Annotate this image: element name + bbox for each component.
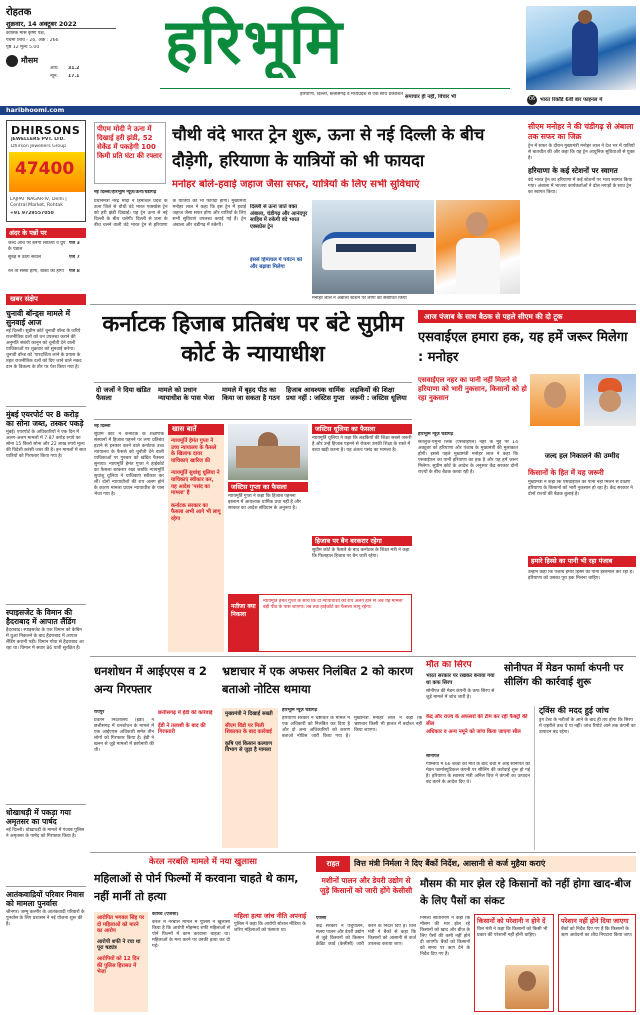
ad-footer: LAJPAT NAGAR-IV, Delhi | Central Market, Rohtak [10,197,67,208]
date-rule [6,28,116,29]
maut-body: सोनीपत की मेडन कंपनी के कफ सिरप से जुड़े मामले में जांच जारी है। [426,689,495,701]
pareshan-nahi-body: बैंकों को निर्देश दिए गए हैं कि किसानों के ऋण आवेदनों का शीघ्र निपटारा किया जाए। [561,927,633,938]
rahat-label: राहत [316,856,350,872]
rahat-banner [316,856,636,872]
punjab-body-3: उन्होंने कहा कि पंजाब हमारे हिस्से का पानी इस्तेमाल कर रहा है। हरियाणा को उसका पूरा हक मिलना चाहिए। [528,570,634,581]
jewellery-ad[interactable] [6,120,86,222]
kerala-body-2: पुलिस ने कहा कि आरोपी सोशल मीडिया के जरिए महिलाओं को फंसाता था। [234,922,306,933]
website-bar [0,106,640,115]
masthead [0,0,640,116]
punjab-caption: जल्द हल निकालने की उम्मीद [544,452,620,460]
train-photo [312,200,434,294]
punjab-body: सतलुज-यमुना लिंक (एसवाईएल) नहर के मुद्दे पर 14 अक्टूबर को हरियाणा और पंजाब के मुख्यमंत्री की मुलाकात होगी। इससे पहले मुख्यमंत्री मनोहर लाल ने कहा कि एसवाईएल का पानी हरियाणा का हक है और यह हमें जरूर मिलेगा। सुप्रीम कोर्ट के आदेश के अनुसार केंद्र सरकार दोनों राज्यों के बीच बैठक करवा रही है। [418,440,518,475]
side-point: ईडी ने तलाशी के बाद की गिरफ्तारी [158,722,206,736]
cricketer-figure [572,20,598,76]
index-item[interactable]: सुबह में उठेंगे सवाल [8,255,42,260]
justice-gupta-body: न्यायमूर्ति गुप्ता ने कहा कि हिजाब पहनना इस्लाम में आवश्यक धार्मिक प्रथा नहीं है और सरकार का आदेश संविधान के अनुरूप है। [228,494,301,511]
special-item: न्यायमूर्ति सुधांशु धूलिया ने याचिकाएं स्वीकार कर, यह आदेश 'पसंद का मामला' है [171,470,220,497]
manohar-photo [436,200,520,294]
sonipat-point: केंद्र और राज्य के अफसरों की टीम कर रही फैक्ट्री की सील [426,714,528,727]
special-item: कर्नाटक सरकार का फैसला अभी आगे भी लागू रहेगा [171,502,221,522]
mid-separator [90,656,636,657]
brief-4 [6,804,86,882]
bhrashtachar-body: हरियाणा सरकार ने भ्रष्टाचार के मामले में एक अधिकारी को निलंबित कर दिया है और दो अन्य अधिकारियों को कारण बताओ नोटिस जारी किया गया है। मुख्यमंत्री मनोहर लाल ने कहा कि भ्रष्टाचार किसी भी हालत में बर्दाश्त नहीं किया जाएगा। [282,716,422,739]
lead-side-2: इससे हिमाचल में पर्यटन को और बढ़ावा मिलेगा [250,257,303,270]
hijab-headline: कर्नाटक हिजाब प्रतिबंध पर बंटे सुप्रीम कोर्ट के न्यायाधीश [102,312,404,367]
brief-headline: आतंकवाद्रियों परिवार निवास को मामला पुनर्वास [6,890,84,908]
hindu-date-2: पंचमी तिथि - 26, अंक : 266 [6,38,59,43]
bhrashtachar-dateline: हरिभूमि न्यूज़ चंडीगढ़ [282,708,318,713]
brief-5 [6,886,86,1006]
dhanshodhan-body: प्रवर्तन निदेशालय (ईडी) ने छत्तीसगढ़ में धनशोधन के मामले में एक आईएएस अधिकारी समेत तीन लोगों को गिरफ्तार किया है। ईडी ने खनन से जुड़े मामलों में छापेमारी की थी। [94,718,154,753]
right-top-body: ट्रेन में सफर के दौरान मुख्यमंत्री मनोहर लाल ने देश भर में यात्रियों से बातचीत की और कहा कि यह ट्रेन आधुनिक सुविधाओं से युक्त है। [528,144,635,161]
side-point: आरोपित भगवल सिंह पर दो महिलाओं को मारने का आरोप [97,915,145,935]
twins-headline: ट्विंस की मदद हुई जांच [539,706,609,715]
special-box-title: खास बातें [168,424,224,435]
hijab-body: सुप्रीम कोर्ट ने कर्नाटक के शैक्षणिक संस्थानों में हिजाब पहनने पर लगा प्रतिबंध हटाने से इनकार करने वाले कर्नाटक उच्च न्यायालय के फैसले को चुनौती देने वाली याचिकाओं पर गुरुवार को खंडित फैसला सुनाया। न्यायमूर्ति हेमंत गुप्ता ने हाईकोर्ट का फैसला बरकरार रखा जबकि न्यायमूर्ति सुधांशु धूलिया ने याचिकाएं स्वीकार कर लीं। दोनों न्यायाधीशों की राय अलग होने के कारण मामला प्रधान न्यायाधीश के पास भेजा गया है। [94,432,164,497]
index-box [6,228,86,290]
hijab-special-box [168,424,224,652]
cm-photo-2 [584,374,636,426]
hijab-bullet: हिजाब आवश्यक धार्मिक प्रथा नहीं : जस्टिस गुप्ता [286,386,345,402]
maut-headline: मौत का सिरप [426,660,472,670]
result-label: नतीजा क्या निकला [229,595,259,651]
tagline-rule [160,88,510,89]
hijab-bullet: दो जजों ने दिया खंडित फैसला [96,386,151,402]
hijab-ban-head: हिजाब पर बैन बरकरार रहेगा [312,536,412,546]
kerala-box-2 [234,912,312,1012]
weather-max: 31.2 [68,66,80,71]
maut-subhead: भारत सरकार पर रखकर बनाया गया था कफ सिरप [426,673,495,686]
weather-max-label: अधि. [50,66,59,71]
lead-dateline: नई दिल्ली/हरिभूमि न्यूज़/ऊना/चंडीगढ़ [94,190,157,195]
side-point: कृषि एवं किसान कल्याण विभाग से जुड़ा है मामला [225,740,273,754]
lead-separator [90,304,636,305]
brief-body: नई दिल्ली। धोखाधड़ी के मामले में पंजाब पुलिस ने अमृतसर के पार्षद को गिरफ्तार किया है। [6,828,85,839]
lead-caption: मनोहर लाल ने अंबाला स्टेशन पर लोगों को संबोधित किया [312,296,407,301]
kerala-headline: महिलाओं से पोर्न फिल्मों में करवाना चाहते थे काम, नहीं मानीं तो हत्या [94,872,299,903]
brief-body: मुंबई। एयरपोर्ट के अधिकारियों ने एक दिन में अलग-अलग मामलों में 7.87 करोड़ रुपये का सोना 15 किलो सोना और 22 लाख रुपये मूल्य की विदेशी करंसी जब्त की है। इन मामलों में सात यात्रियों को गिरफ्तार किया गया है। [6,430,86,459]
kerala-dateline: कोच्चि (एजेंसी) [152,912,179,917]
result-body: न्यायमूर्ति हेमंत गुप्ता के साथ कि दो न्यायाधीशों की राय अलग होने से अब यह मामला बड़ी पीठ के पास जाएगा। तब तक हाईकोर्ट का फैसला लागू रहेगा। [263,599,403,610]
sonipat-headline: सोनीपत में मेडन फार्मा कंपनी पर सीलिंग की कार्रवाई शुरू [504,663,624,688]
kerala-body: केरल में नरबलि मामले में पुलिस ने खुलासा किया है कि आरोपी मोहम्मद शफी महिलाओं से पोर्न फिल्मों में काम करवाना चाहता था। महिलाओं के मना करने पर उनकी हत्या कर दी गई। [152,920,230,949]
court-dome [258,432,278,446]
dhanshodhan-headline: धनशोधन में आईएएस व 2 अन्य गिरफ्तार [94,664,207,696]
machine-dateline: एजेंसी [316,916,327,921]
hijab-bullet: मामले को प्रधान न्यायाधीश के पास भेजा [158,386,215,402]
kerala-kicker: केरल नरबलि मामले में नया खुलासा [149,856,257,866]
index-page: पेज 3 [69,241,80,246]
index-title: अंदर के पन्नों पर [6,228,86,238]
issue-date: शुक्रवार, 14 अक्टूबर 2022 [6,20,77,28]
cm-face [599,390,621,412]
brief-2 [6,406,86,494]
ad-brand-2: JEWELLERS PVT. LTD. [11,137,66,142]
weather-label: मौसम [21,56,39,65]
slogan: समाचार ही नहीं, विचार भी [405,94,456,100]
supreme-court-photo [228,424,308,480]
city: रोहतक [6,7,32,18]
right-top-subhead: हरियाणा के कई स्टेशनों पर स्वागत [528,166,618,175]
bhrashtachar-side [222,708,278,848]
newspaper-logo: हरिभूमि [165,6,345,78]
sonipat-body: गाम्बिया में 66 बच्चों की मौत के बाद चर्चा में आई सोनीपत की मेडन फार्मास्युटिकल कंपनी पर सीलिंग की कार्रवाई शुरू हो गई है। हरियाणा के स्वास्थ्य मंत्री अनिल विज ने कंपनी का उत्पादन बंद करने के आदेश दिए थे। [426,762,530,785]
brief-headline: धोखाधड़ी में पकड़ा गया अमृतसर का पार्षद [6,808,71,826]
index-page: पेज 7 [69,255,80,260]
row4-separator [90,852,636,853]
ad-brand-3: Dhirson Jewellers Group [11,144,67,149]
twins-box [534,706,636,850]
website-url[interactable]: haribhoomi.com [6,106,65,114]
machine-body: केंद्र सरकार ने पशुपालन, मत्स्य पालन और डेयरी उद्योग से जुड़े किसानों को किसान क्रेडिट कार्ड (केसीसी) जारी करने के निर्देश दिए हैं। वित्त मंत्री ने बैंकों से कहा कि किसानों को आसानी से कर्ज उपलब्ध कराया जाए। [316,924,416,947]
mausam-body: निर्मला सीतारमण ने कहा कि मौसम की मार झेल रहे किसानों को खाद और बीज के लिए पैसों की कमी नहीं होने दी जाएगी। बैंकों को किसानों को समय पर ऋण देने के निर्देश दिए गए हैं। [420,916,470,957]
modi-box-text: पीएम मोदी ने ऊना में दिखाई हरी झंडी, 52 सेकेंड में पकड़ेगी 100 किमी प्रति घंटा की रफ्तार [97,125,162,160]
right-top-body-2: वंदे भारत ट्रेन का हरियाणा में कई स्टेशनों पर भव्य स्वागत किया गया। अंबाला में भाजपा कार्यकर्ताओं ने ढोल नगाड़ों के साथ ट्रेन का स्वागत किया। [528,178,633,195]
result-box [228,594,412,652]
index-page: पेज 8 [69,269,80,274]
hijab-bullet: मामले में बृहद पीठ का किया जा सकता है गठन [222,386,280,402]
lead-subheadline: मनोहर बोले-हवाई जहाज जैसा सफर, यात्रियों के लिए सभी सुविधाएं [172,179,420,190]
minister-face [518,971,536,991]
punjab-subhead: किसानों के हित में यह जरूरी [528,468,604,477]
weather-min: 17.1 [68,74,80,79]
right-top-headline: सीएम मनोहर ने की चंडीगढ़ से अंबाला तक सफर का जिक्र [528,122,634,141]
brief-body: हैदराबाद। स्पाइसजेट के एक विमान को केबिन में धुआं निकलने के बाद हैदराबाद में आपात लैंडिंग करानी पड़ी। विमान गोवा से हैदराबाद आ रहा था। विमान में सवार 86 यात्री सुरक्षित हैं। [6,628,84,651]
bhrashtachar-headline: भ्रष्टाचार में एक अफसर निलंबित 2 को कारण बताओ नोटिस थमाया [222,664,413,696]
kisan-pareshan-box [474,914,554,1012]
train-window [336,244,416,252]
right-top-story [528,122,636,302]
sports-photo [526,6,636,90]
brief-body: श्रीनगर। जम्मू कश्मीर के आतंकवादी परिवारों के पुनर्वास के लिए प्रशासन ने नई योजना शुरू की है। [6,910,85,927]
brief-headline: चुनावी बॉन्ड्स मामले में सुनवाई आज [6,309,71,327]
hijab-ban-body: सुप्रीम कोर्ट के फैसले के बाद कर्नाटक के शिक्षा मंत्री ने कहा कि फिलहाल हिजाब पर बैन जारी रहेगा। [312,548,410,559]
punjab-dateline: हरिभूमि न्यूज़ चंडीगढ़ [418,432,454,437]
index-item[interactable]: जल्द आँच पर बनेंगीं लाठियाँ व ग्रुप के पंडाल [8,241,66,252]
cm-face [544,382,566,408]
special-item: न्यायमूर्ति हेमंत गुप्ता ने उच्च न्यायालय के फैसले के खिलाफ दायर याचिकाएं खारिज की [171,438,217,464]
pareshan-nahi-box [558,914,636,1012]
justice-dhulia-box [312,424,412,534]
index-item[interactable]: रेल तो सस्ता होगा, बाकी का होगा [8,269,64,274]
punjab-headline: एसवाईएल हमारा हक, यह हमें जरूर मिलेगा : मनोहर [418,330,628,365]
side-point: छत्तीसगढ़ में ईडी की कार्रवाई [158,710,213,716]
modi-box [94,122,166,184]
khabar-sankshep-label: खबर संक्षेप [6,294,86,305]
lead-side-1: दिल्ली से ऊना जाते वक्त अंबाला, चंडीगढ़ और आनंदपुर साहिब में रुकेगी वंदे भारत एक्सप्रेस ट्रेन [250,204,308,230]
weather-icon [6,55,18,67]
punjab-subhead-2: हमारे हिस्से का पानी भी रहा पंजाब [528,556,636,567]
kerala-side [94,912,148,1012]
brief-headline: स्पाइसजेट के विमान की हैदराबाद में आपात लैंडिंग [6,608,76,626]
kisan-pareshan-body: वित्त मंत्री ने कहा कि किसानों को किसी भी प्रकार की परेशानी नहीं होनी चाहिए। [477,927,548,938]
justice-gupta-box [228,482,308,590]
kerala-subhead-2: महिला हत्या जांच नीति अपनाई [234,912,307,920]
weather-min-label: न्यून. [50,74,59,79]
brief-headline: मुंबई एयरपोर्ट पर 8 करोड़ का सोना जब्त, तस्कर पकड़े [6,410,84,428]
mausam-headline: मौसम की मार झेल रहे किसानों को नहीं होगा खाद-बीज के लिए पैसों का संकट [420,878,631,907]
hindu-date: कार्तिक मास कृष्ण पक्ष, [6,31,46,36]
page-price: पृष्ठ 12 मूल्य 5.00 [6,45,40,50]
cricketer-head [578,10,592,24]
tagline: हरियाणा, दिल्ली, छत्तीसगढ़ व मध्यप्रदेश से एक साथ प्रकाशित [300,92,403,97]
dhanshodhan-side [158,710,216,848]
brief-3 [6,604,86,800]
sports-teaser-badge: 06 [527,95,537,105]
hijab-ban-box [312,536,412,590]
rahat-headline: वित्त मंत्री निर्मला ने दिए बैंकों निर्देश, आसानी से कर्ज मुहैया कराएं [354,859,546,868]
sports-teaser: भारत रिकॉर्ड 6वीं बार फाइनल में [540,97,603,103]
cm-photo-1 [530,374,580,426]
kisan-pareshan-head: किसानों को परेशानी न होने दें [477,917,546,925]
justice-gupta-head: जस्टिस गुप्ता का फैसला [228,482,308,492]
sonipat-point: अधिकार व अन्य नमूने को जांच किया जाएगा सील [426,729,521,736]
sonipat-dateline: सोनीपत [426,754,440,759]
side-point: आरोपी शफी ने रचा था पूरा षड्यंत्र [97,938,141,952]
punjab-banner: आज पंजाब के साथ बैठक से पहले सीएम की दो टूक [418,310,636,323]
twins-body: ड्रग टेस्ट के नतीजों के आने के बाद ही तय होगा कि सिरप में जहरीले तत्व थे या नहीं। जांच रिपोर्ट आने तक कंपनी का उत्पादन बंद रहेगा। [539,718,636,735]
sonipat-points [426,714,530,750]
side-point: सीएम विंडो पर मिली शिकायत के बाद कार्रवाई [225,722,272,736]
justice-dhulia-body: न्यायमूर्ति धूलिया ने कहा कि लड़कियों की शिक्षा सबसे जरूरी है और उन्हें हिजाब पहनने से रोकना उनकी शिक्षा के रास्ते में बाधा खड़ी करना है। यह अंततः पसंद का मामला है। [312,436,412,453]
dhanshodhan-dateline: रायपुर [94,710,105,715]
ad-phone: +91 9729557050 [10,211,54,216]
ad-brand: DHIRSONS [11,124,81,137]
hijab-bullet-bar [94,382,412,420]
minister-photo [505,965,549,1009]
side-point: आरोपियों को 12 दिन की पुलिस हिरासत में भेजा [97,955,140,976]
person-head [466,212,488,236]
lead-body: प्रधानमंत्री नरेंद्र मोदी ने हिमाचल प्रदेश के ऊना जिले से चौथी वंदे भारत एक्सप्रेस ट्रेन को हरी झंडी दिखाई। यह ट्रेन ऊना से नई दिल्ली के बीच चलेगी। दिल्ली से ऊना के बीच चलने वाली वंदे भारत ट्रेन से हरियाणा के यात्रियों को भी फायदा होगा। मुख्यमंत्री मनोहर लाल ने कहा कि इस ट्रेन में हवाई जहाज जैसा सफर होगा और यात्रियों के लिए सभी सुविधाएं उपलब्ध कराई गई हैं। ट्रेन अंबाला और चंडीगढ़ में रुकेगी। [94,199,246,228]
machine-headline: मशीनों पालन और डेयरी उद्योग से जुड़े किसानों को जारी होंगे केसीसी [319,876,413,895]
person-body [456,238,500,294]
ad-price: 47400 [15,159,75,179]
punjab-quote: एसवाईएल नहर का पानी नहीं मिलने से हरियाणा को भारी नुकसान, किसानों को हो रहा नुकसान [418,376,527,402]
punjab-body-2: मुख्यमंत्री ने कहा कि एसवाईएल का पानी नहीं मिलने से दक्षिण हरियाणा के किसानों को भारी नुकसान हो रहा है। केंद्र सरकार ने दोनों राज्यों की बैठक बुलाई है। [528,480,633,497]
hijab-dateline: नई दिल्ली [94,424,111,429]
justice-dhulia-head: जस्टिस धूलिया का फैसला [312,424,412,434]
brief-body: नई दिल्ली। सुप्रीम कोर्ट चुनावी बॉन्ड के जरिये राजनीतिक दलों को धन उपलब्ध कराने की अनुमति संबंधी कानून को चुनौती देने वाली याचिकाओं पर शुक्रवार को सुनवाई करेगा। चुनावी बॉन्ड को 'पारदर्शिता लाने के प्रयास के तहत राजनीतिक दलों को दिए जाने वाले नकद दान के विकल्प के तौर पर पेश किया गया है। [6,329,82,370]
pareshan-nahi-head: परेशान नहीं होने दिया जाएगा [561,917,629,925]
lead-headline: चौथी वंदे भारत ट्रेन शुरू, ऊना से नई दिल्ली के बीच दौड़ेगी, हरियाणा के यात्रियों को भी फायदा [172,125,485,170]
side-point: मुख्यमंत्री ने दिखाई सख्ती [225,711,273,717]
court-building [236,446,300,468]
brief-1 [6,309,86,405]
hijab-bullet: लड़कियों की शिक्षा जरूरी : जस्टिस धूलिया [350,386,407,402]
